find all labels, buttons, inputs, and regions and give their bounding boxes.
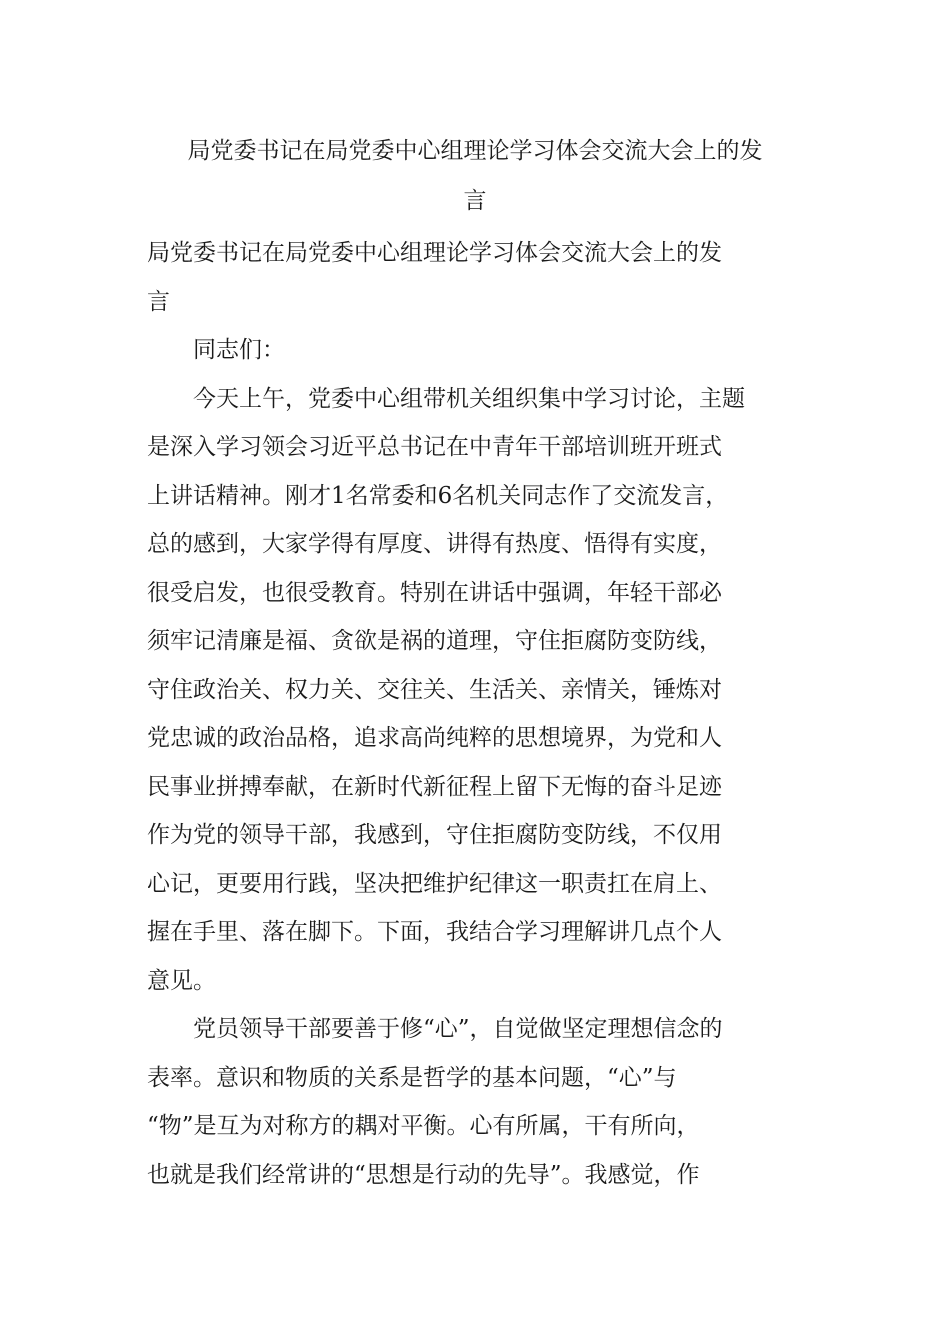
body-line: 上讲话精神。刚才1名常委和6名机关同志作了交流发言， bbox=[147, 482, 729, 509]
body-line: 今天上午，党委中心组带机关组织集中学习讨论，主题 bbox=[193, 385, 745, 412]
document-body bbox=[147, 229, 827, 1199]
body-line: 心记，更要用行践，坚决把维护纪律这一职责扛在肩上、 bbox=[147, 870, 722, 897]
title-line: 局党委书记在局党委中心组理论学习体会交流大会上的发 bbox=[187, 138, 763, 164]
body-line: 是深入学习领会习近平总书记在中青年干部培训班开班式 bbox=[147, 434, 722, 460]
salutation: 同志们： bbox=[193, 337, 285, 363]
body-line: 表率。意识和物质的关系是哲学的基本问题，“心”与 bbox=[147, 1064, 677, 1091]
document-title bbox=[140, 126, 810, 226]
body-line: 民事业拼搏奉献，在新时代新征程上留下无悔的奋斗足迹 bbox=[147, 773, 722, 800]
body-line: 守住政治关、权力关、交往关、生活关、亲情关，锤炼对 bbox=[147, 676, 722, 703]
body-line: 握在手里、落在脚下。下面，我结合学习理解讲几点个人 bbox=[147, 919, 722, 945]
body-line: 局党委书记在局党委中心组理论学习体会交流大会上的发 bbox=[147, 240, 722, 266]
body-line: 党忠诚的政治品格，追求高尚纯粹的思想境界，为党和人 bbox=[147, 725, 722, 751]
body-line: 作为党的领导干部，我感到，守住拒腐防变防线，不仅用 bbox=[147, 822, 722, 848]
body-line: 言 bbox=[147, 288, 170, 315]
body-line: 总的感到，大家学得有厚度、讲得有热度、悟得有实度， bbox=[147, 531, 722, 557]
body-line: 也就是我们经常讲的“思想是行动的先导”。我感觉，作 bbox=[147, 1161, 700, 1188]
body-line: “物”是互为对称方的耦对平衡。心有所属，干有所向， bbox=[147, 1113, 700, 1139]
body-line: 很受启发，也很受教育。特别在讲话中强调，年轻干部必 bbox=[147, 579, 722, 606]
title-line: 言 bbox=[463, 188, 487, 214]
body-line: 意见。 bbox=[147, 967, 216, 994]
body-line: 须牢记清廉是福、贪欲是祸的道理，守住拒腐防变防线， bbox=[147, 628, 722, 654]
body-line: 党员领导干部要善于修“心”，自觉做坚定理想信念的 bbox=[193, 1016, 723, 1042]
